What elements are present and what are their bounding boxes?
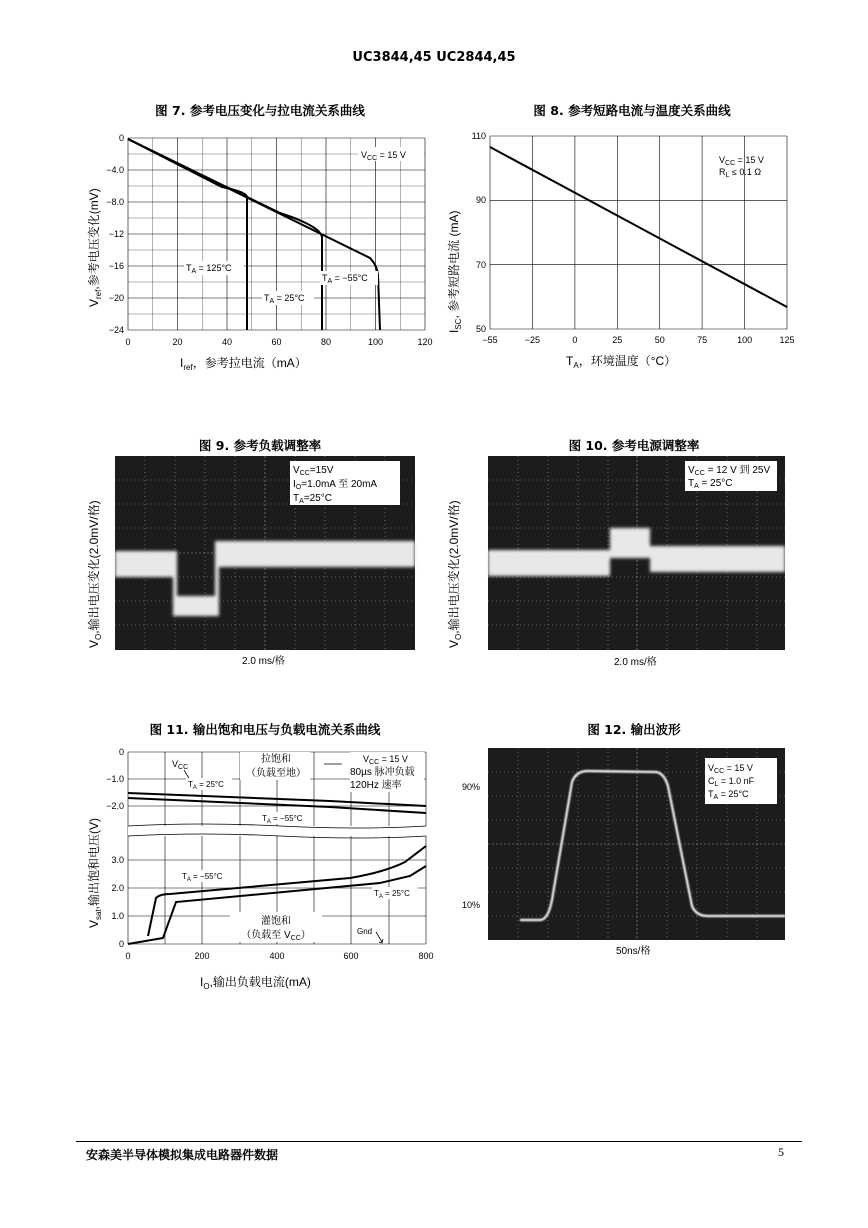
fig7-yticks	[106, 133, 124, 335]
fig8-ytick: 70	[475, 260, 486, 270]
fig8-title: 图 8. 参考短路电流与温度关系曲线	[533, 103, 731, 118]
fig7-xtick: 100	[367, 337, 384, 347]
fig9-ann-ta: $T_A=25^\circ C$	[293, 493, 332, 505]
fig11-title: 图 11. 输出饱和电压与负载电流关系曲线	[149, 722, 381, 737]
fig8-xtick: 25	[612, 335, 623, 345]
fig7-ytick: −8.0	[106, 197, 124, 207]
fig7-xtick: 60	[271, 337, 282, 347]
fig11-ann-sink1: 灌饱和	[261, 916, 291, 927]
fig10-ann-vcc: $V_{CC} = 12$ V 到 25V	[688, 465, 771, 477]
fig8-chart	[440, 125, 800, 375]
fig11-xtick: 0	[125, 951, 131, 961]
fig7-curves	[128, 139, 380, 330]
fig11-ann-pulse2: 120Hz 速率	[350, 780, 402, 791]
fig11-ann-pulse1: 80µs 脉冲负载	[350, 767, 415, 778]
fig7-xtick: 0	[125, 337, 131, 347]
fig11-xtick: 800	[418, 951, 434, 961]
fig11-ann-t25-top: $T_A = 25^\circ C$	[188, 780, 224, 791]
fig8-xtick: 0	[572, 335, 578, 345]
fig11-ann-vcc-top: $V_{CC}$	[172, 759, 189, 771]
fig11-ytick: −2.0	[106, 801, 124, 811]
fig8-xlabel: $T_A$，环境温度（°C）	[566, 354, 677, 370]
fig10-xlabel: 2.0 ms/格	[614, 657, 657, 668]
fig12-ann-vcc: $V_{CC} = 15$ V	[708, 763, 753, 775]
fig11-ytick: 1.0	[111, 911, 124, 921]
fig7-curve-m55c	[128, 139, 380, 330]
fig11-ylabel: $V_{sat}$,输出饱和电压(V)	[87, 817, 103, 928]
fig8-xtick: 125	[779, 335, 795, 345]
fig9-ann-io: $I_O=1.0mA$ 至 20mA	[293, 479, 378, 491]
fig8-xtick: 75	[697, 335, 708, 345]
fig11-xlabel: $I_O$,输出负载电流(mA)	[200, 975, 311, 991]
fig11-ytick: 3.0	[111, 855, 124, 865]
fig7-ann-25c: $T_A = 25^\circ C$	[264, 293, 305, 305]
fig8-ytick: 50	[475, 324, 486, 334]
fig8-xtick: −25	[524, 335, 541, 345]
page-header: UC3844,45 UC2844,45	[352, 50, 516, 65]
fig7-xticks	[125, 337, 432, 347]
fig8-xticks	[482, 335, 794, 345]
page-number: 5	[778, 1145, 784, 1159]
fig11-ann-t25-bot: $T_A = 25^\circ C$	[374, 889, 410, 900]
fig8-xtick: −55	[482, 335, 498, 345]
fig9-ylabel: $V_O$,输出电压变化(2.0mV/格)	[87, 500, 103, 648]
fig11-xtick: 200	[194, 951, 210, 961]
fig11-ann-gnd: Gnd	[357, 927, 373, 936]
fig7-ytick: −20	[108, 293, 124, 303]
fig8-ann-vcc: $V_{CC} = 15$ V	[719, 155, 764, 167]
fig7-xtick: 20	[172, 337, 183, 347]
fig8-ylabel: $I_{SC}$, 参考短路电流 (mA)	[447, 210, 463, 333]
fig11-ann-source2: （负载至地）	[246, 768, 306, 779]
fig11-xticks	[125, 951, 433, 961]
fig11-xtick: 400	[269, 951, 285, 961]
fig11-chart	[80, 740, 434, 995]
fig7-ann-vcc: $V_{CC} = 15$ V	[361, 150, 406, 162]
footer-title: 安森美半导体模拟集成电路器件数据	[86, 1148, 279, 1162]
fig12-ann-cl: $C_L = 1.0$ nF	[708, 776, 755, 788]
fig11-ann-tm55-bot: $T_A = -55^\circ C$	[182, 872, 223, 883]
fig11-ytick: 0	[118, 939, 124, 949]
fig9-title: 图 9. 参考负载调整率	[198, 438, 322, 453]
fig11-ann-vcc15: $V_{CC} = 15$ V	[363, 754, 408, 766]
fig11-ann-sink2: （负载至 $V_{CC}$）	[241, 930, 311, 942]
fig10-title: 图 10. 参考电源调整率	[568, 438, 700, 453]
fig8-xtick: 50	[654, 335, 665, 345]
fig7-ann-m55c: $T_A = -55^\circ C$	[322, 273, 368, 285]
fig7-xtick: 40	[221, 337, 233, 347]
footer-divider	[76, 1141, 802, 1142]
fig11-ann-source1: 拉饱和	[261, 754, 291, 765]
fig7-chart	[80, 125, 440, 375]
fig7-ytick: −16	[108, 261, 124, 271]
fig11-xtick: 600	[343, 951, 359, 961]
fig12-y90: 90%	[461, 782, 480, 792]
fig11-yticks	[106, 747, 124, 949]
fig12-ann-ta: $T_A = 25^\circ C$	[708, 789, 749, 801]
fig7-xtick: 80	[320, 337, 332, 347]
fig8-ann-rl: $R_L \le 0.1$ Ω	[719, 167, 762, 179]
fig7-xlabel: $I_{ref}$，参考拉电流（mA）	[180, 356, 307, 372]
fig12-scope	[440, 740, 790, 970]
fig7-xtick: 120	[417, 337, 433, 347]
fig7-ytick: −12	[108, 229, 124, 239]
fig11-ytick: −1.0	[106, 774, 124, 784]
fig12-y10: 10%	[461, 900, 480, 910]
fig8-ytick: 90	[475, 195, 486, 205]
fig9-scope	[80, 450, 420, 675]
fig10-ann-ta: $T_A = 25^\circ C$	[688, 478, 733, 490]
fig12-title: 图 12. 输出波形	[587, 722, 681, 737]
fig7-ytick: −24	[108, 325, 124, 335]
fig11-ytick: 0	[118, 747, 124, 757]
fig11-ann-tm55-top: $T_A = -55^\circ C$	[262, 814, 303, 825]
fig9-xlabel: 2.0 ms/格	[242, 656, 285, 667]
fig7-ann-125c: $T_A = 125^\circ C$	[186, 263, 232, 275]
fig7-ytick: 0	[118, 133, 124, 143]
fig7-ylabel: $V_{ref}$,参考电压变化(mV)	[87, 188, 103, 307]
fig9-ann-vcc: $V_{CC}=15V$	[293, 465, 334, 477]
fig11-ytick: 2.0	[111, 883, 124, 893]
fig8-yticks	[472, 131, 486, 334]
fig10-scope	[440, 450, 790, 675]
fig8-ytick: 110	[471, 131, 486, 141]
fig12-xlabel: 50ns/格	[616, 946, 651, 957]
fig10-ylabel: $V_O$,输出电压变化(2.0mV/格)	[447, 500, 463, 648]
fig7-title: 图 7. 参考电压变化与拉电流关系曲线	[155, 103, 365, 118]
fig7-ytick: −4.0	[106, 165, 124, 175]
fig8-xtick: 100	[737, 335, 753, 345]
